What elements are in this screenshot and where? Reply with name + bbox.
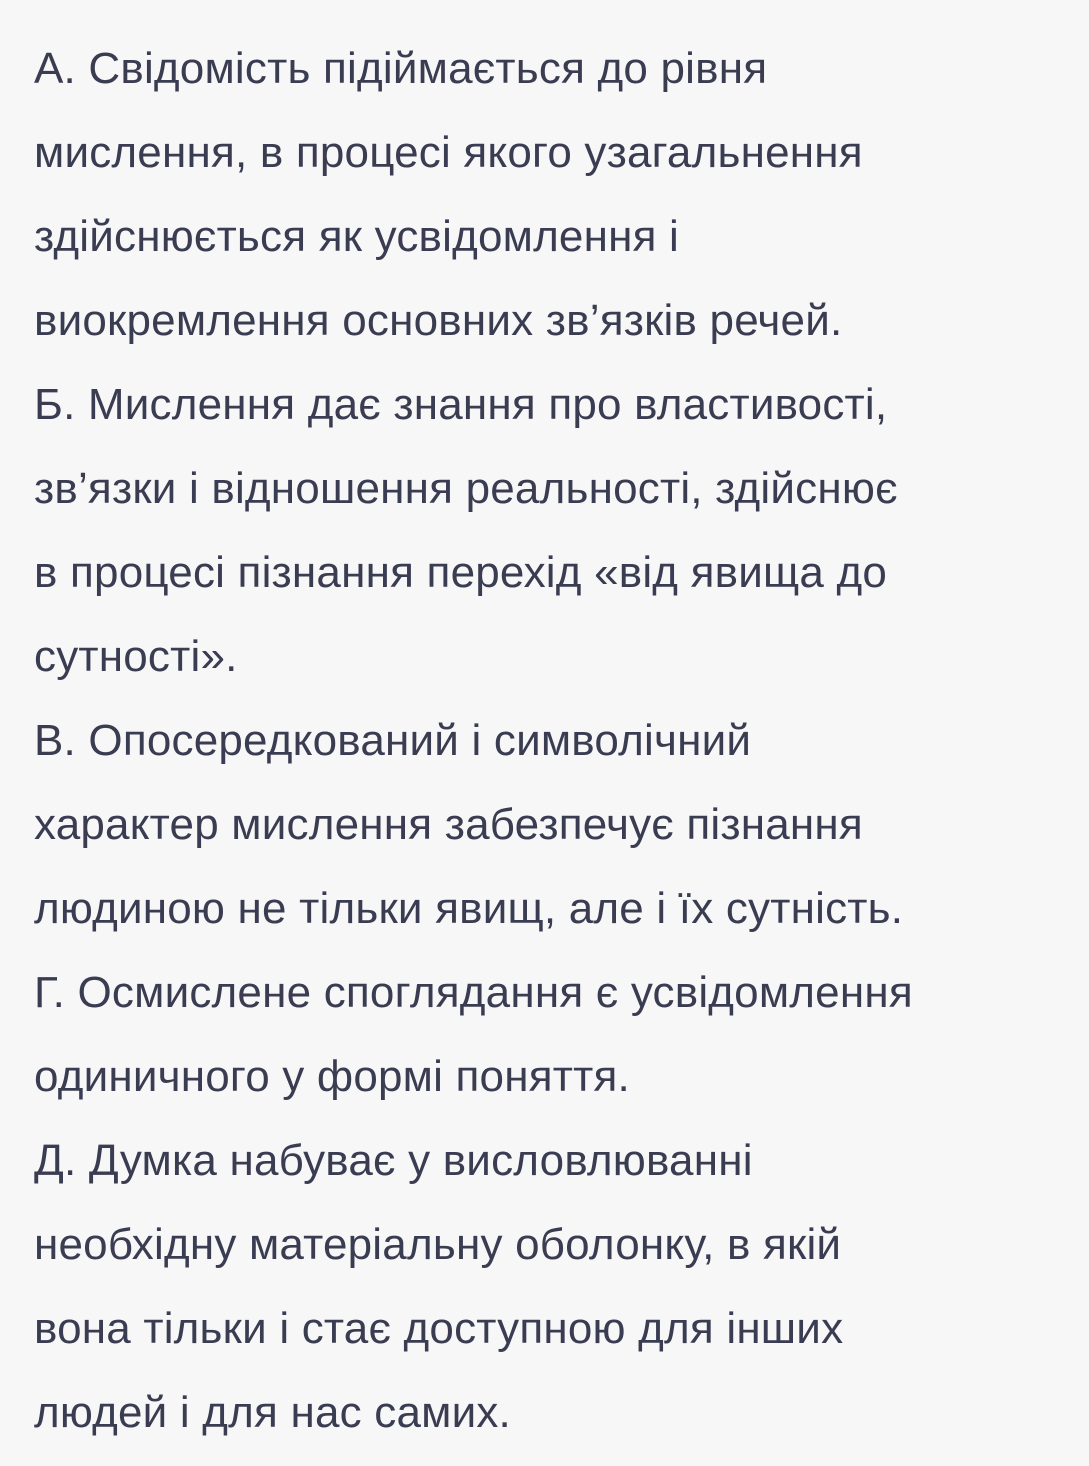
text-line-v-3: людиною не тільки явищ, але і їх сутність. <box>34 884 904 933</box>
text-line-b-4: сутності». <box>34 632 238 681</box>
text-line-g-2: одиничного у формі поняття. <box>34 1052 630 1101</box>
text-line-a-2: мислення, в процесі якого узагальнення <box>34 128 863 177</box>
text-line-d-3: вона тільки і стає доступною для інших <box>34 1304 844 1353</box>
text-line-v-2: характер мислення забезпечує пізнання <box>34 800 863 849</box>
text-line-a-4: виокремлення основних зв’язків речей. <box>34 296 843 345</box>
text-line-v-1: В. Опосередкований і символічний <box>34 716 752 765</box>
document-text <box>34 27 1074 1455</box>
text-line-g-1: Г. Осмислене споглядання є усвідомлення <box>34 968 913 1017</box>
text-line-b-3: в процесі пізнання перехід «від явища до <box>34 548 888 597</box>
text-line-d-2: необхідну матеріальну оболонку, в якій <box>34 1220 842 1269</box>
text-line-d-4: людей і для нас самих. <box>34 1388 511 1437</box>
text-line-b-1: Б. Мислення дає знання про властивості, <box>34 380 888 429</box>
text-line-a-1: А. Свідомість підіймається до рівня <box>34 44 768 93</box>
text-line-b-2: зв’язки і відношення реальності, здійснює <box>34 464 898 513</box>
text-line-d-1: Д. Думка набуває у висловлюванні <box>34 1136 753 1185</box>
text-line-a-3: здійснюється як усвідомлення і <box>34 212 680 261</box>
